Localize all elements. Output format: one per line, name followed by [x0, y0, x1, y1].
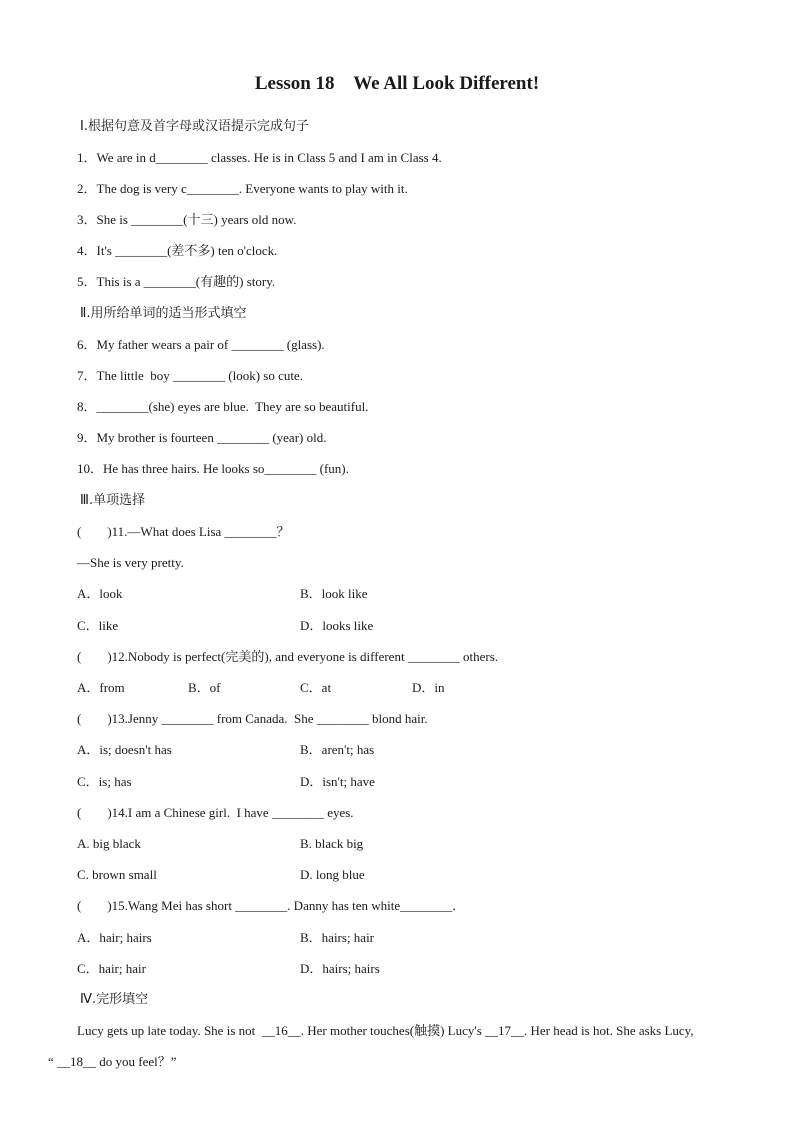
q15-option-d: D．hairs; hairs	[300, 961, 380, 976]
question-9: 9．My brother is fourteen ________ (year) old.	[77, 430, 327, 445]
question-10: 10．He has three hairs. He looks so________ (fun).	[77, 461, 349, 476]
q14-option-b: B. black big	[300, 836, 364, 851]
q13-option-a: A．is; doesn't has	[77, 742, 172, 757]
q15-option-a: A．hair; hairs	[77, 930, 152, 945]
q11-option-b: B．look like	[300, 586, 368, 601]
question-5: 5．This is a ________(有趣的) story.	[77, 274, 276, 289]
question-3: 3．She is ________(十三) years old now.	[77, 212, 297, 227]
cloze-line-1: Lucy gets up late today. She is not __16__. Her mother touches(触摸) Lucy's __17__. Her head is hot. She asks Lucy,	[77, 1023, 694, 1038]
question-15-stem: ( )15.Wang Mei has short ________. Danny has ten white________．	[77, 898, 466, 913]
q11-option-a: A．look	[77, 586, 123, 601]
q14-option-a: A. big black	[77, 836, 141, 851]
question-8: 8．________(she) eyes are blue. They are so beautiful.	[77, 399, 369, 414]
question-7: 7．The little boy ________ (look) so cute.	[77, 368, 304, 383]
q12-option-b: B．of	[188, 680, 221, 695]
q13-option-b: B．aren't; has	[300, 742, 375, 757]
q13-option-c: C．is; has	[77, 774, 132, 789]
q12-option-c: C．at	[300, 680, 332, 695]
section-2-heading: Ⅱ.用所给单词的适当形式填空	[80, 306, 247, 321]
q14-option-d: D. long blue	[300, 867, 365, 882]
question-14-stem: ( )14.I am a Chinese girl. I have ________ eyes.	[77, 805, 354, 820]
section-4-heading: Ⅳ.完形填空	[80, 992, 149, 1007]
question-11-reply: —She is very pretty.	[77, 555, 184, 570]
q14-option-c: C. brown small	[77, 867, 157, 882]
q15-option-c: C．hair; hair	[77, 961, 146, 976]
q15-option-b: B．hairs; hair	[300, 930, 375, 945]
q12-option-d: D．in	[412, 680, 445, 695]
cloze-line-2: “ __18__ do you feel？”	[48, 1054, 177, 1069]
question-13-stem: ( )13.Jenny ________ from Canada. She ________ blond hair.	[77, 711, 428, 726]
question-2: 2．The dog is very c________. Everyone wants to play with it.	[77, 181, 408, 196]
section-1-heading: Ⅰ.根据句意及首字母或汉语提示完成句子	[80, 119, 309, 134]
page-title: Lesson 18 We All Look Different!	[254, 73, 540, 94]
q11-option-d: D．looks like	[300, 618, 374, 633]
question-6: 6．My father wears a pair of ________ (glass).	[77, 337, 325, 352]
question-12-stem: ( )12.Nobody is perfect(完美的), and everyone is different ________ others.	[77, 649, 499, 664]
q13-option-d: D．isn't; have	[300, 774, 375, 789]
q12-option-a: A．from	[77, 680, 125, 695]
question-4: 4．It's ________(差不多) ten o'clock.	[77, 243, 278, 258]
question-1: 1．We are in d________ classes. He is in Class 5 and I am in Class 4.	[77, 150, 442, 165]
section-3-heading: Ⅲ.单项选择	[80, 493, 146, 508]
q11-option-c: C．like	[77, 618, 119, 633]
question-11-stem: ( )11.—What does Lisa ________？	[77, 524, 290, 539]
